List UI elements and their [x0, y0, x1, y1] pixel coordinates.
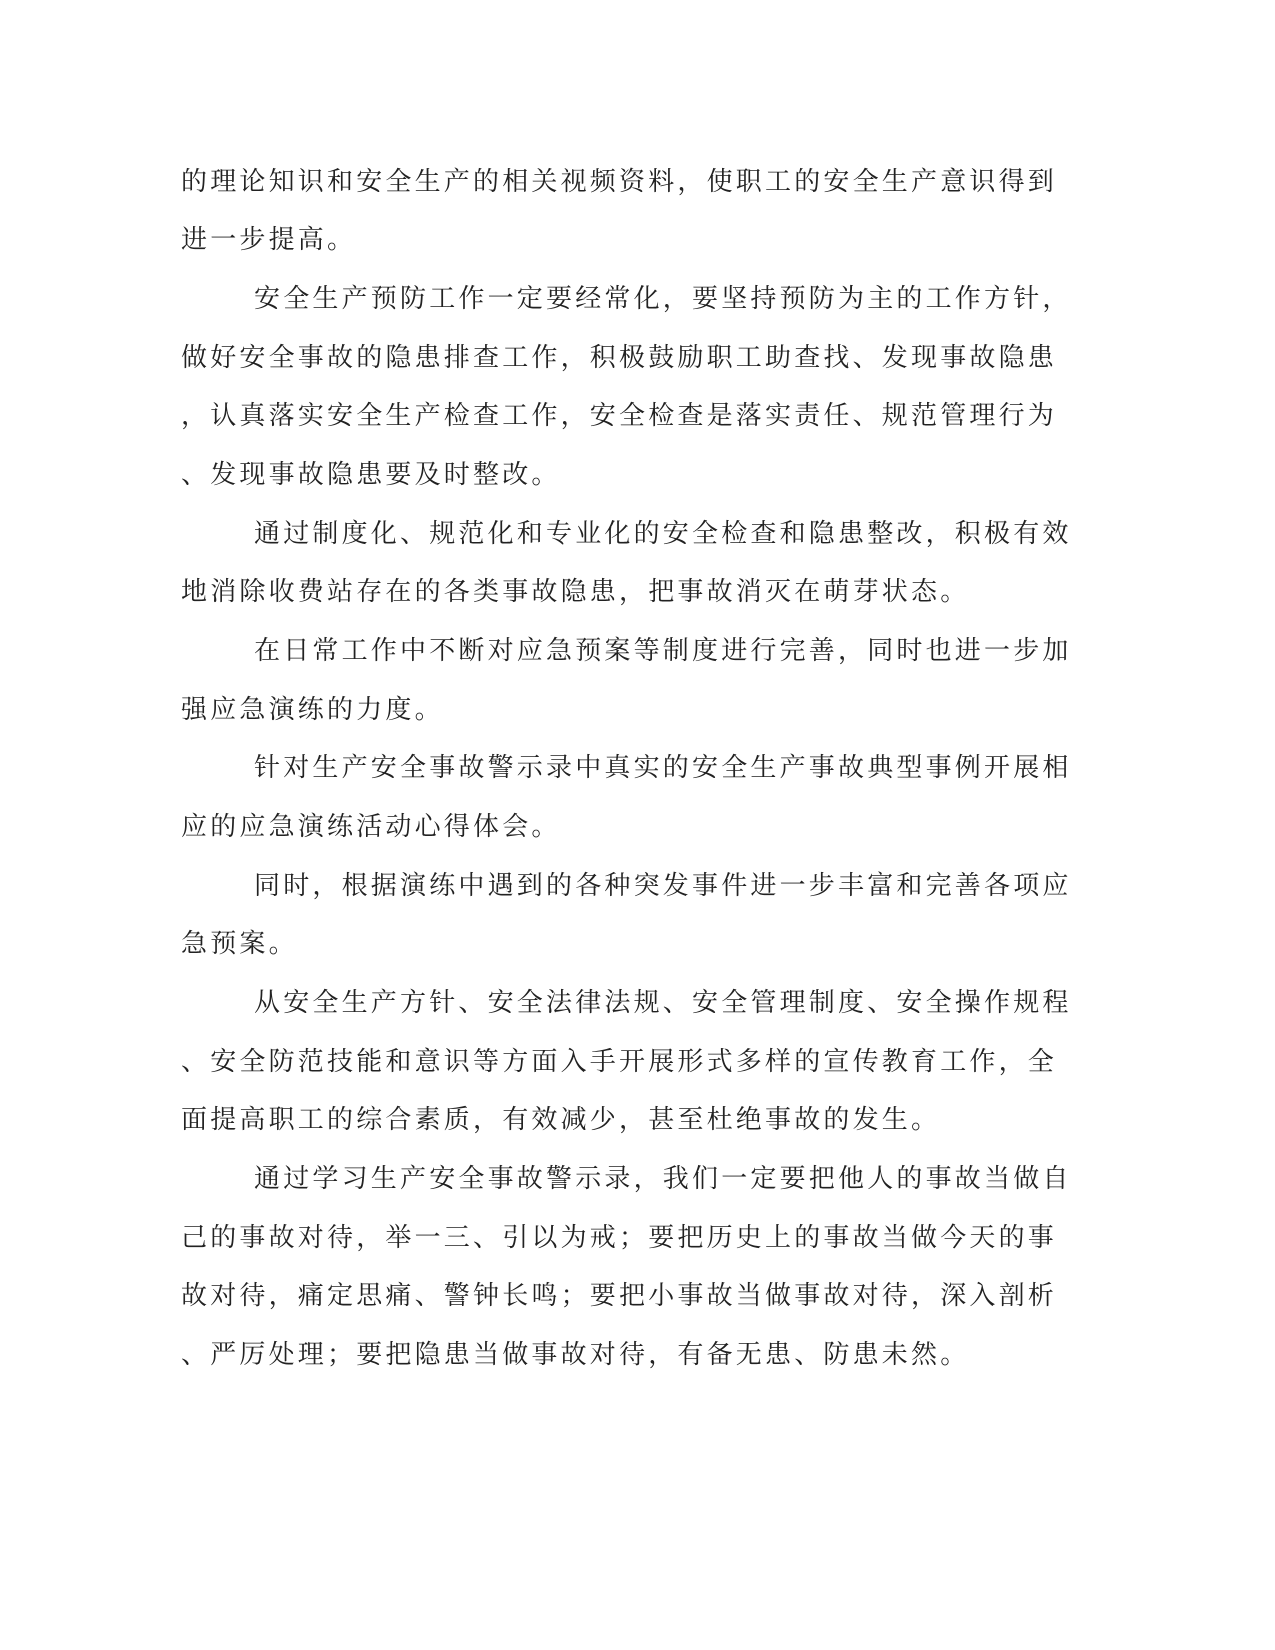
text-line: 针对生产安全事故警示录中真实的安全生产事故典型事例开展相 [254, 753, 1072, 783]
text-line: 从安全生产方针、安全法律法规、安全管理制度、安全操作规程 [254, 988, 1072, 1018]
text-line: 应的应急演练活动心得体会。 [181, 812, 561, 842]
text-line: 、严厉处理；要把隐患当做事故对待，有备无患、防患未然。 [181, 1340, 970, 1370]
text-line: 、安全防范技能和意识等方面入手开展形式多样的宣传教育工作，全 [181, 1047, 1058, 1077]
text-line: 做好安全事故的隐患排查工作，积极鼓励职工助查找、发现事故隐患 [181, 343, 1058, 373]
text-line: 急预案。 [181, 929, 298, 959]
text-line: 强应急演练的力度。 [181, 695, 444, 725]
text-line: 安全生产预防工作一定要经常化，要坚持预防为主的工作方针， [254, 284, 1072, 314]
text-line: 地消除收费站存在的各类事故隐患，把事故消灭在萌芽状态。 [181, 577, 970, 607]
text-line: 故对待，痛定思痛、警钟长鸣；要把小事故当做事故对待，深入剖析 [181, 1281, 1058, 1311]
text-line: 在日常工作中不断对应急预案等制度进行完善，同时也进一步加 [254, 636, 1072, 666]
text-line: 进一步提高。 [181, 225, 357, 255]
text-line: 同时，根据演练中遇到的各种突发事件进一步丰富和完善各项应 [254, 871, 1072, 901]
text-line: ，认真落实安全生产检查工作，安全检查是落实责任、规范管理行为 [181, 401, 1058, 431]
text-line: 、发现事故隐患要及时整改。 [181, 460, 561, 490]
text-line: 己的事故对待，举一三、引以为戒；要把历史上的事故当做今天的事 [181, 1223, 1058, 1253]
text-line: 面提高职工的综合素质，有效减少，甚至杜绝事故的发生。 [181, 1105, 941, 1135]
text-line: 通过制度化、规范化和专业化的安全检查和隐患整改，积极有效 [254, 519, 1072, 549]
text-line: 的理论知识和安全生产的相关视频资料，使职工的安全生产意识得到 [181, 167, 1058, 197]
text-line: 通过学习生产安全事故警示录，我们一定要把他人的事故当做自 [254, 1164, 1072, 1194]
